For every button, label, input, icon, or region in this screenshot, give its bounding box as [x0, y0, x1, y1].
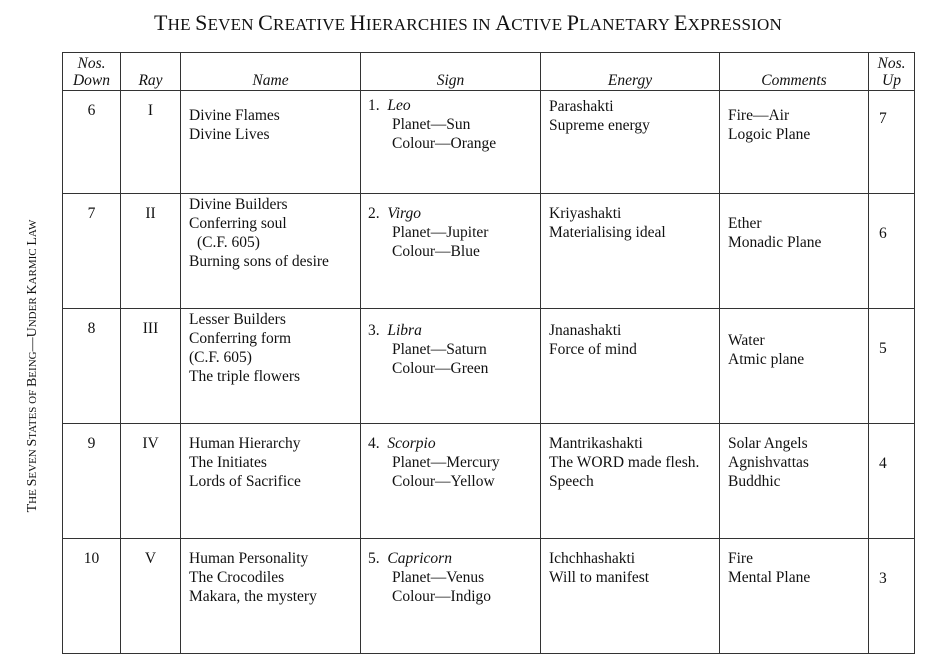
- cell-nos-up: 7: [869, 91, 915, 194]
- cell-energy: Ichchhashakti Will to manifest: [541, 539, 720, 654]
- cell-name: Divine Flames Divine Lives: [181, 91, 361, 194]
- cell-ray: III: [121, 309, 181, 424]
- table-row: [63, 424, 915, 539]
- page-title: THE SEVEN CREATIVE HIERARCHIES IN ACTIVE PLANETARY EXPRESSION: [154, 10, 782, 35]
- cell-nos-up: 5: [869, 309, 915, 424]
- cell-comments: Ether Monadic Plane: [720, 194, 869, 309]
- cell-nos-down: 7: [63, 194, 121, 309]
- table-row: [63, 194, 915, 309]
- cell-nos-down: 9: [63, 424, 121, 539]
- table-row: [63, 539, 915, 654]
- header-nos-down: Nos. Down: [63, 53, 121, 91]
- side-label: THE SEVEN STATES OF BEING—UNDER KARMIC LAW: [25, 219, 40, 513]
- cell-comments: Fire Mental Plane: [720, 539, 869, 654]
- cell-name: Human Personality The Crocodiles Makara, the mystery: [181, 539, 361, 654]
- header-nos-up: Nos. Up: [869, 53, 915, 91]
- cell-sign: 1. Leo Planet—Sun Colour—Orange: [361, 91, 541, 194]
- cell-ray: I: [121, 91, 181, 194]
- cell-nos-up: 3: [869, 539, 915, 654]
- cell-nos-down: 6: [63, 91, 121, 194]
- header-sign: Sign: [361, 53, 541, 91]
- header-row: [63, 53, 915, 91]
- table-row: [63, 309, 915, 424]
- cell-comments: Fire—Air Logoic Plane: [720, 91, 869, 194]
- cell-nos-down: 10: [63, 539, 121, 654]
- cell-nos-up: 4: [869, 424, 915, 539]
- cell-name: Divine Builders Conferring soul (C.F. 605) Burning sons of desire: [181, 194, 361, 309]
- cell-comments: Solar Angels Agnishvattas Buddhic: [720, 424, 869, 539]
- header-energy: Energy: [541, 53, 720, 91]
- cell-energy: Jnanashakti Force of mind: [541, 309, 720, 424]
- cell-energy: Mantrikashakti The WORD made flesh. Speech: [541, 424, 720, 539]
- cell-sign: 3. Libra Planet—Saturn Colour—Green: [361, 309, 541, 424]
- header-ray: Ray: [121, 53, 181, 91]
- header-comments: Comments: [720, 53, 869, 91]
- cell-nos-down: 8: [63, 309, 121, 424]
- cell-ray: V: [121, 539, 181, 654]
- cell-energy: Kriyashakti Materialising ideal: [541, 194, 720, 309]
- cell-name: Human Hierarchy The Initiates Lords of Sacrifice: [181, 424, 361, 539]
- cell-ray: II: [121, 194, 181, 309]
- cell-nos-up: 6: [869, 194, 915, 309]
- cell-name: Lesser Builders Conferring form (C.F. 605) The triple flowers: [181, 309, 361, 424]
- cell-energy: Parashakti Supreme energy: [541, 91, 720, 194]
- table-row: [63, 91, 915, 194]
- header-name: Name: [181, 53, 361, 91]
- cell-ray: IV: [121, 424, 181, 539]
- cell-comments: Water Atmic plane: [720, 309, 869, 424]
- cell-sign: 5. Capricorn Planet—Venus Colour—Indigo: [361, 539, 541, 654]
- cell-sign: 4. Scorpio Planet—Mercury Colour—Yellow: [361, 424, 541, 539]
- cell-sign: 2. Virgo Planet—Jupiter Colour—Blue: [361, 194, 541, 309]
- hierarchies-table: [62, 52, 915, 654]
